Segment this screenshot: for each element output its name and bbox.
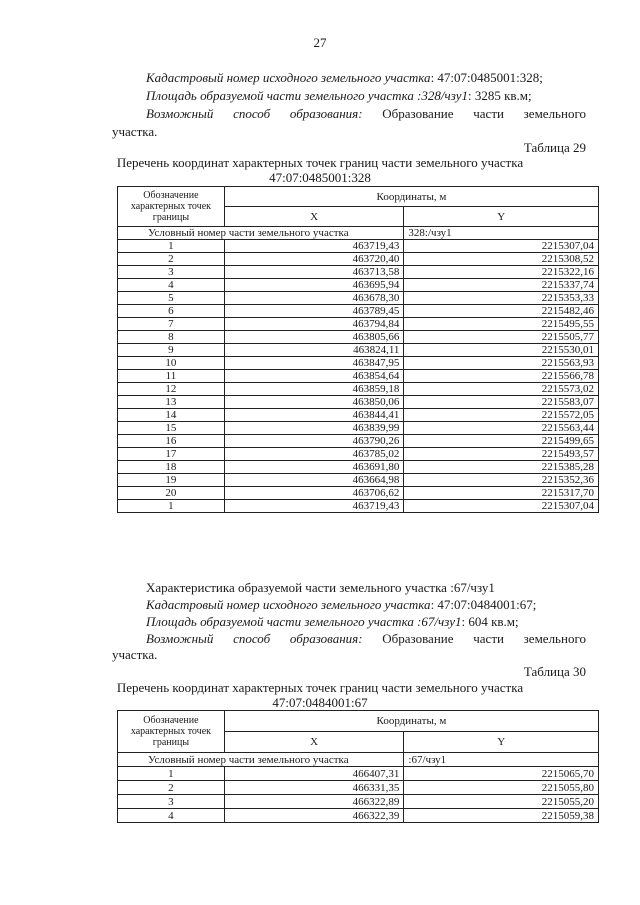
point-number: 6 — [118, 305, 225, 318]
coord-y: 2215317,70 — [404, 487, 599, 500]
table-row — [118, 357, 599, 370]
table30-head-designation: Обозначение характерных точек границы — [118, 711, 225, 753]
coord-y: 2215059,38 — [404, 809, 599, 823]
table-row — [118, 809, 599, 823]
coord-y: 2215482,46 — [404, 305, 599, 318]
table30-head-y: Y — [404, 732, 599, 753]
coord-x: 463805,66 — [224, 331, 404, 344]
method-line-end-2: участка. — [112, 647, 158, 662]
coord-x: 463794,84 — [224, 318, 404, 331]
coord-y: 2215353,33 — [404, 292, 599, 305]
coord-y: 2215055,20 — [404, 795, 599, 809]
table-row — [118, 474, 599, 487]
coord-x: 463844,41 — [224, 409, 404, 422]
table29-head-x: X — [224, 207, 404, 227]
table29-part-value: 328:/чзу1 — [404, 227, 599, 240]
coord-x: 463695,94 — [224, 279, 404, 292]
coord-y: 2215495,55 — [404, 318, 599, 331]
table-row — [118, 318, 599, 331]
point-number: 8 — [118, 331, 225, 344]
coord-x: 463839,99 — [224, 422, 404, 435]
coord-y: 2215505,77 — [404, 331, 599, 344]
point-number: 1 — [118, 767, 225, 781]
point-number: 4 — [118, 809, 225, 823]
coord-y: 2215572,05 — [404, 409, 599, 422]
table30 — [117, 710, 599, 823]
coord-x: 466331,35 — [224, 781, 404, 795]
table29-head-designation: Обозначение характерных точек границы — [118, 187, 225, 227]
point-number: 1 — [118, 240, 225, 253]
coord-y: 2215307,04 — [404, 240, 599, 253]
table29-part-label: Условный номер части земельного участка — [118, 227, 404, 240]
table29-label: Таблица 29 — [523, 140, 586, 155]
coord-x: 466322,89 — [224, 795, 404, 809]
point-number: 11 — [118, 370, 225, 383]
coord-y: 2215563,93 — [404, 357, 599, 370]
table-row — [118, 383, 599, 396]
table30-part-row — [118, 753, 599, 767]
table29 — [117, 186, 599, 513]
table30-title-number: 47:07:0484001:67 — [272, 695, 368, 710]
characteristic-line: Характеристика образуемой части земельного участка :67/чзу1 — [146, 580, 495, 595]
coord-x: 466322,39 — [224, 809, 404, 823]
coord-y: 2215352,36 — [404, 474, 599, 487]
point-number: 18 — [118, 461, 225, 474]
coord-x: 463706,62 — [224, 487, 404, 500]
table-row — [118, 344, 599, 357]
coord-x: 466407,31 — [224, 767, 404, 781]
coord-x: 463847,95 — [224, 357, 404, 370]
point-number: 3 — [118, 266, 225, 279]
table-row — [118, 435, 599, 448]
table-row — [118, 767, 599, 781]
point-number: 7 — [118, 318, 225, 331]
coord-x: 463713,58 — [224, 266, 404, 279]
table29-title: Перечень координат характерных точек границ части земельного участка — [116, 155, 524, 170]
coord-y: 2215055,80 — [404, 781, 599, 795]
table-row — [118, 266, 599, 279]
cadastral-number-line: Кадастровый номер исходного земельного участка: 47:07:0485001:328; — [146, 70, 543, 85]
method-line: Возможный способ образования: Образование части земельного — [146, 106, 586, 121]
coord-y: 2215583,07 — [404, 396, 599, 409]
table30-head-coords: Координаты, м — [224, 711, 598, 732]
point-number: 5 — [118, 292, 225, 305]
table30-part-label: Условный номер части земельного участка — [118, 753, 404, 767]
coord-y: 2215530,01 — [404, 344, 599, 357]
coord-x: 463719,43 — [224, 500, 404, 513]
table29-part-row — [118, 227, 599, 240]
point-number: 17 — [118, 448, 225, 461]
coord-y: 2215307,04 — [404, 500, 599, 513]
coord-x: 463854,64 — [224, 370, 404, 383]
point-number: 16 — [118, 435, 225, 448]
coord-y: 2215322,16 — [404, 266, 599, 279]
table-row — [118, 795, 599, 809]
point-number: 2 — [118, 253, 225, 266]
table-row — [118, 461, 599, 474]
table29-head-coords: Координаты, м — [224, 187, 598, 207]
point-number: 3 — [118, 795, 225, 809]
table-row — [118, 781, 599, 795]
table-row — [118, 292, 599, 305]
point-number: 1 — [118, 500, 225, 513]
coord-y: 2215499,65 — [404, 435, 599, 448]
point-number: 13 — [118, 396, 225, 409]
coord-y: 2215385,28 — [404, 461, 599, 474]
coord-x: 463824,11 — [224, 344, 404, 357]
table-row — [118, 279, 599, 292]
point-number: 9 — [118, 344, 225, 357]
area-line-2: Площадь образуемой части земельного участка :67/чзу1: 604 кв.м; — [146, 614, 519, 629]
coord-y: 2215493,57 — [404, 448, 599, 461]
table30-part-value: :67/чзу1 — [404, 753, 599, 767]
coord-y: 2215566,78 — [404, 370, 599, 383]
table-row — [118, 487, 599, 500]
point-number: 10 — [118, 357, 225, 370]
method-line-end: участка. — [112, 124, 158, 139]
table-row — [118, 409, 599, 422]
page-number: 27 — [313, 35, 327, 50]
coord-y: 2215308,52 — [404, 253, 599, 266]
coord-x: 463664,98 — [224, 474, 404, 487]
table-row — [118, 370, 599, 383]
table-row — [118, 305, 599, 318]
coord-y: 2215563,44 — [404, 422, 599, 435]
point-number: 14 — [118, 409, 225, 422]
method-line-2: Возможный способ образования: Образование части земельного — [146, 631, 586, 646]
area-line: Площадь образуемой части земельного участка :328/чзу1: 3285 кв.м; — [146, 88, 532, 103]
table-row — [118, 448, 599, 461]
table-row — [118, 331, 599, 344]
table-row — [118, 253, 599, 266]
coord-x: 463790,26 — [224, 435, 404, 448]
table30-label: Таблица 30 — [523, 664, 586, 679]
table30-head-x: X — [224, 732, 404, 753]
point-number: 15 — [118, 422, 225, 435]
coord-x: 463850,06 — [224, 396, 404, 409]
table29-head-y: Y — [404, 207, 599, 227]
point-number: 19 — [118, 474, 225, 487]
table30-title: Перечень координат характерных точек границ части земельного участка — [116, 680, 524, 695]
point-number: 2 — [118, 781, 225, 795]
coord-y: 2215065,70 — [404, 767, 599, 781]
table-row — [118, 240, 599, 253]
coord-x: 463691,80 — [224, 461, 404, 474]
table-row — [118, 500, 599, 513]
coord-y: 2215573,02 — [404, 383, 599, 396]
point-number: 12 — [118, 383, 225, 396]
coord-x: 463785,02 — [224, 448, 404, 461]
coord-x: 463859,18 — [224, 383, 404, 396]
table-row — [118, 396, 599, 409]
point-number: 4 — [118, 279, 225, 292]
point-number: 20 — [118, 487, 225, 500]
table-row — [118, 422, 599, 435]
cadastral-number-line-2: Кадастровый номер исходного земельного участка: 47:07:0484001:67; — [146, 597, 537, 612]
coord-x: 463720,40 — [224, 253, 404, 266]
coord-x: 463789,45 — [224, 305, 404, 318]
coord-x: 463719,43 — [224, 240, 404, 253]
coord-x: 463678,30 — [224, 292, 404, 305]
coord-y: 2215337,74 — [404, 279, 599, 292]
table29-title-number: 47:07:0485001:328 — [269, 170, 371, 185]
